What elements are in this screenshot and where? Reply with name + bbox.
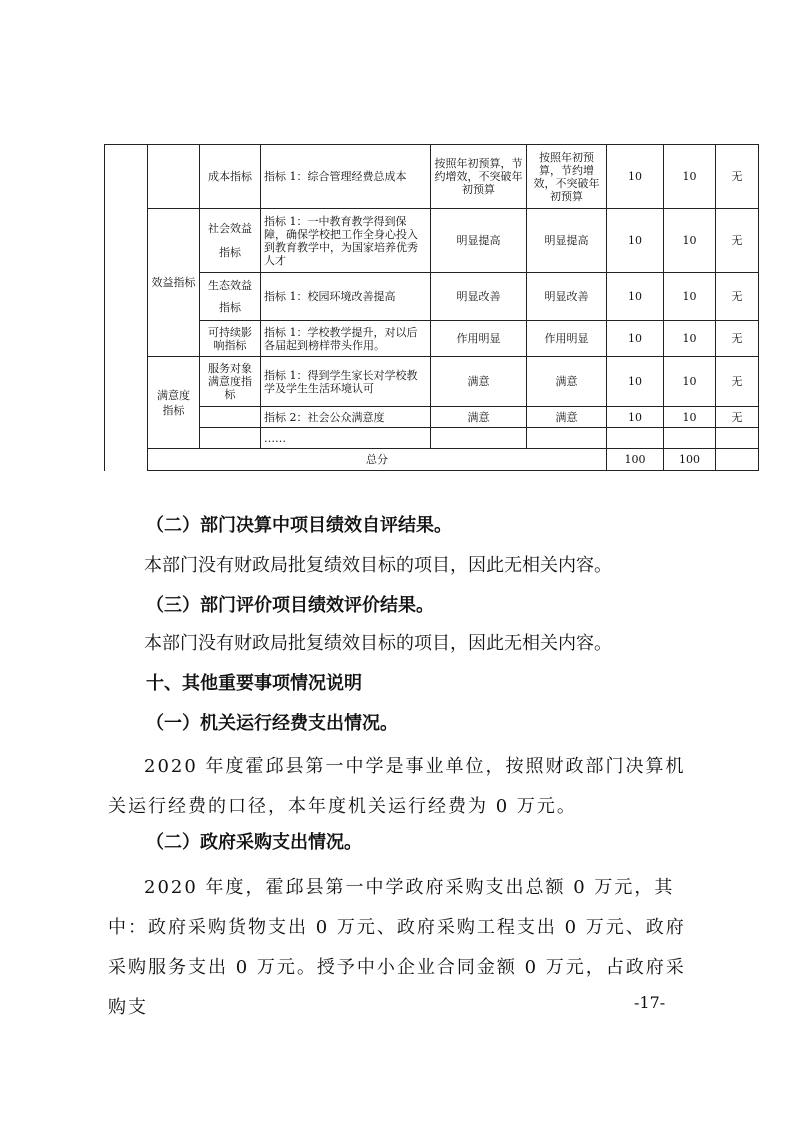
table-cell: 成本指标: [200, 145, 261, 209]
table-cell: 10: [664, 209, 716, 273]
table-cell: 指标 1：一中教育教学得到保障，确保学校把工作全身心投入到教育教学中，为国家培养优秀人才: [261, 209, 431, 273]
table-cell: 满意: [527, 407, 607, 428]
heading-other-matters: 十、其他重要事项情况说明: [146, 673, 362, 694]
table-cell: [148, 145, 200, 209]
table-cell: 无: [716, 321, 759, 357]
table-cell: [716, 428, 759, 449]
table-cell: 明显提高: [527, 209, 607, 273]
table-cell: 无: [716, 209, 759, 273]
table-cell: 生态效益 指标: [200, 273, 261, 321]
paragraph-procurement: 2020 年度，霍邱县第一中学政府采购支出总额 0 万元，其中：政府采购货物支出 0 万元、政府采购工程支出 0 万元、政府采购服务支出 0 万元。授予中小企业合同金额 0 万元，占政府采购支: [108, 877, 686, 1018]
table-cell: 指标 1：得到学生家长对学校教学及学生生活环境认可: [261, 357, 431, 407]
table-cell: 10: [607, 273, 664, 321]
table-cell: 指标 2：社会公众满意度: [261, 407, 431, 428]
table-cell: 社会效益 指标: [200, 209, 261, 273]
table-cell: 10: [664, 321, 716, 357]
table-cell: [200, 428, 261, 449]
table-cell: 可持续影响指标: [200, 321, 261, 357]
table-cell: 无: [716, 145, 759, 209]
paragraph-dept-eval: 本部门没有财政局批复绩效目标的项目，因此无相关内容。: [144, 633, 612, 654]
table-cell: 10: [607, 145, 664, 209]
table-cell: 10: [607, 357, 664, 407]
table-cell: 满意: [431, 357, 527, 407]
table-cell: 按照年初预算，节约增效，不突破年初预算: [527, 145, 607, 209]
total-row: [105, 449, 759, 471]
table-cell: 指标 1：校园环境改善提高: [261, 273, 431, 321]
total-label: 总分: [148, 449, 607, 471]
table-row: [105, 209, 759, 273]
table-cell: 无: [716, 357, 759, 407]
heading-org-cost: （一）机关运行经费支出情况。: [146, 713, 398, 734]
table-cell: 10: [664, 273, 716, 321]
performance-table: [104, 144, 759, 471]
total-score: 100: [607, 449, 664, 471]
table-cell: 按照年初预算，节约增效，不突破年初预算: [431, 145, 527, 209]
table-cell: 指标 1：综合管理经费总成本: [261, 145, 431, 209]
table-cell: ……: [261, 428, 431, 449]
table-cell: 无: [716, 407, 759, 428]
table-cell: 10: [607, 321, 664, 357]
table-row: [105, 407, 759, 428]
table-cell: [664, 428, 716, 449]
table-cell: 10: [664, 407, 716, 428]
table-cell: [200, 407, 261, 428]
table-cell: 满意度 指标: [148, 357, 200, 449]
table-cell: 10: [607, 407, 664, 428]
table-cell: 作用明显: [527, 321, 607, 357]
table-cell: 10: [607, 209, 664, 273]
table-cell: 明显提高: [431, 209, 527, 273]
heading-dept-final: （二）部门决算中项目绩效自评结果。: [146, 515, 452, 536]
table-cell: 效益指标: [148, 209, 200, 357]
table-cell: 明显改善: [431, 273, 527, 321]
total-self-score: 100: [664, 449, 716, 471]
table-row: [105, 321, 759, 357]
table-row: [105, 273, 759, 321]
table-row: [105, 145, 759, 209]
table-cell: [105, 145, 148, 471]
table-cell: 指标 1：学校教学提升，对以后各届起到榜样带头作用。: [261, 321, 431, 357]
table-cell: [431, 428, 527, 449]
table-cell: 10: [664, 357, 716, 407]
table-cell: 作用明显: [431, 321, 527, 357]
table-row: [105, 357, 759, 407]
table-cell: 满意: [431, 407, 527, 428]
paragraph-dept-final: 本部门没有财政局批复绩效目标的项目，因此无相关内容。: [144, 555, 612, 576]
table-cell: [607, 428, 664, 449]
heading-dept-eval: （三）部门评价项目绩效评价结果。: [146, 595, 434, 616]
table-row: [105, 428, 759, 449]
table-cell: 明显改善: [527, 273, 607, 321]
page-number: -17-: [634, 993, 666, 1012]
table-cell: [716, 449, 759, 471]
table-cell: 服务对象满意度指标: [200, 357, 261, 407]
heading-procurement: （二）政府采购支出情况。: [146, 832, 362, 853]
table-cell: [527, 428, 607, 449]
table-cell: 10: [664, 145, 716, 209]
paragraph-org-cost: 2020 年度霍邱县第一中学是事业单位，按照财政部门决算机关运行经费的口径，本年度机关运行经费为 0 万元。: [108, 756, 686, 817]
table-cell: 无: [716, 273, 759, 321]
table-cell: 满意: [527, 357, 607, 407]
